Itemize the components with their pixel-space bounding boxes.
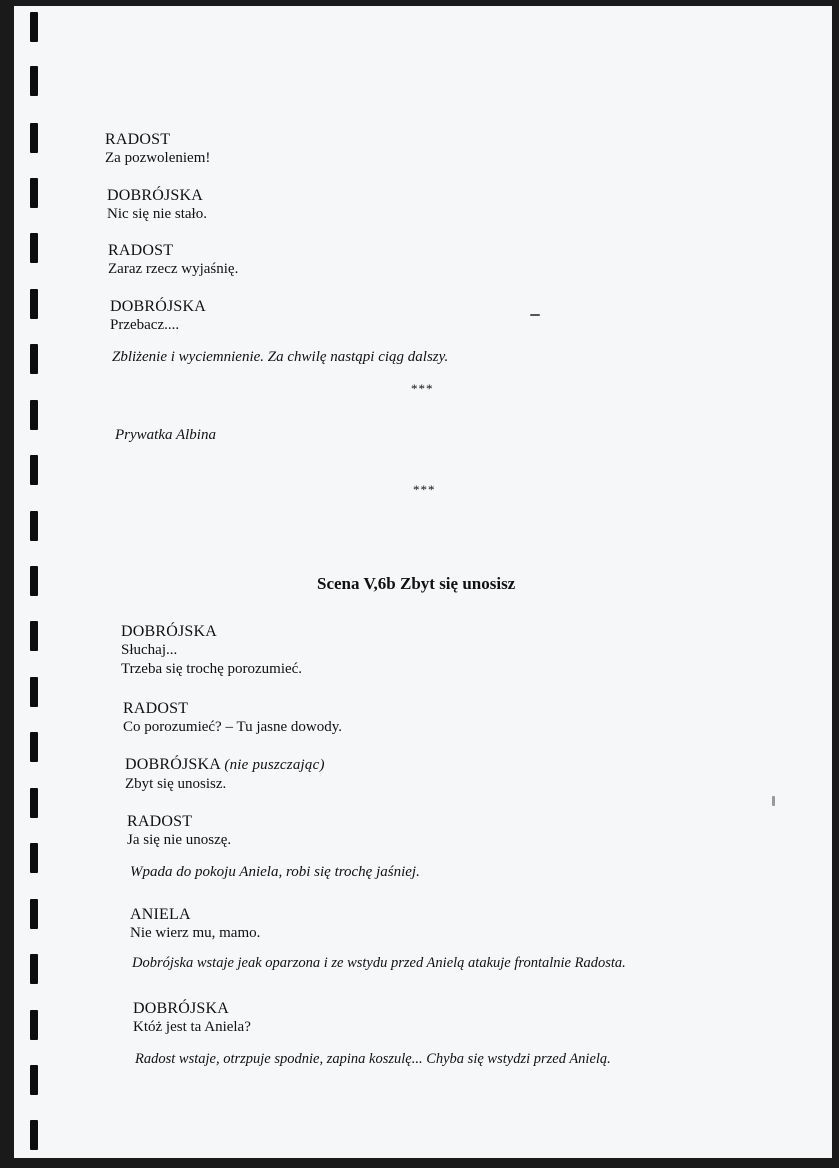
dialogue-block	[110, 297, 206, 335]
dialogue-line: Zbyt się unosisz.	[125, 776, 227, 792]
stage-direction: Wpada do pokoju Aniela, robi się trochę jaśniej.	[130, 864, 420, 880]
dialogue-line: Co porozumieć? – Tu jasne dowody.	[123, 719, 343, 735]
dialogue-line: Trzeba się trochę porozumieć.	[121, 661, 303, 677]
stage-direction: Prywatka Albina	[115, 427, 216, 443]
speaker-name-text: DOBRÓJSKA	[125, 756, 221, 773]
page-sheet	[14, 6, 832, 1158]
dialogue-block	[133, 999, 251, 1037]
stage-direction: Radost wstaje, otrzpuje spodnie, zapina koszulę... Chyba się wstydzi przed Anielą.	[135, 1051, 611, 1067]
speaker-name	[125, 755, 325, 775]
speaker-name: RADOST	[123, 700, 189, 717]
scene-title: Scena V,6b Zbyt się unosisz	[317, 574, 516, 593]
dialogue-block	[130, 905, 260, 943]
dialogue-line: Nic się nie stało.	[107, 206, 207, 222]
dialogue-line: Ja się nie unoszę.	[127, 832, 232, 848]
speaker-name: RADOST	[127, 813, 193, 830]
dialogue-line: Nie wierz mu, mamo.	[130, 925, 261, 941]
dialogue-line: Któż jest ta Aniela?	[133, 1019, 251, 1035]
stage-direction: Dobrójska wstaje jeak oparzona i ze wstydu przed Anielą atakuje frontalnie Radosta.	[132, 955, 626, 971]
speaker-name: DOBRÓJSKA	[110, 298, 207, 315]
speaker-name: RADOST	[105, 131, 171, 148]
section-separator: ***	[411, 381, 434, 396]
dialogue-block	[123, 699, 342, 737]
dialogue-block	[108, 241, 238, 279]
dialogue-line: Za pozwoleniem!	[105, 150, 211, 166]
dialogue-line: Przebacz....	[110, 317, 180, 333]
speaker-name: DOBRÓJSKA	[121, 623, 218, 640]
dialogue-block	[105, 130, 210, 168]
speaker-name: RADOST	[108, 242, 174, 259]
section-separator: ***	[413, 482, 436, 497]
script-page	[14, 6, 832, 1158]
speaker-name: DOBRÓJSKA	[107, 187, 204, 204]
dialogue-block	[107, 186, 207, 224]
dialogue-block	[127, 812, 231, 850]
dialogue-line: Słuchaj...	[121, 642, 178, 658]
speaker-name: DOBRÓJSKA	[133, 1000, 230, 1017]
dialogue-line: Zaraz rzecz wyjaśnię.	[108, 261, 239, 277]
dialogue-block	[125, 755, 325, 794]
dialogue-block	[121, 622, 302, 679]
stage-direction: Zbliżenie i wyciemnienie. Za chwilę nastąpi ciąg dalszy.	[112, 349, 449, 365]
parenthetical-note: (nie puszczając)	[224, 757, 325, 773]
speaker-name: ANIELA	[130, 906, 191, 923]
